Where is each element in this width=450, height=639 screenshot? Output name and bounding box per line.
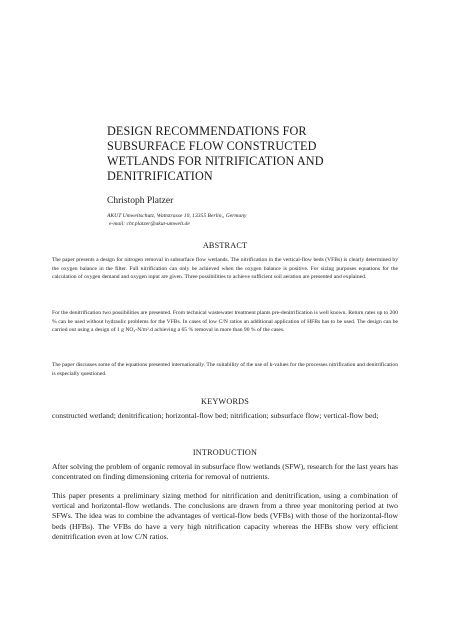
- affiliation-address: AKUT Umweltschutz, Wattstrasse 10, 13355 Berlin,, Germany: [107, 213, 247, 219]
- abstract-paragraph: For the denitrification two possibilities are presented. From technical wastewater treatment plants pre-denitrification is well known. Return rates up to 200 % can be used without hydraulic problems for the VFBs. In cases of low C/N ratios an additional application of HFBs has to be used. The design can be carried out using a design of 1 g NO₃-N/m².d achieving a 65 % removal in more than 90 % of the cases.: [52, 310, 398, 334]
- keywords-heading: KEYWORDS: [201, 397, 249, 406]
- keywords-text: constructed wetland; denitrification; horizontal-flow bed; nitrification; subsurface flow; vertical-flow bed;: [52, 411, 379, 420]
- paper-title: DESIGN RECOMMENDATIONS FOR SUBSURFACE FLOW CONSTRUCTED WETLANDS FOR NITRIFICATION AND DENITRIFICATION: [107, 124, 324, 183]
- introduction-paragraph: After solving the problem of organic removal in subsurface flow wetlands (SFW), research for the last years has concentrated on finding dimensioning criteria for removal of nutrients.: [52, 462, 398, 482]
- affiliation-email: e-mail: chr.platzer@akut-umwelt.de: [109, 221, 190, 228]
- author-affiliation: [107, 212, 247, 228]
- abstract-paragraph: The paper discusses some of the equations presented internationally. The suitability of the use of k-values for the processes nitrification and denitrification is especially questioned.: [52, 362, 398, 377]
- author-name: Christoph Platzer: [107, 196, 174, 206]
- introduction-paragraph: This paper presents a preliminary sizing method for nitrification and denitrification, using a combination of vertical and horizontal-flow wetlands. The conclusions are drawn from a three year monitoring period at two SFWs. The idea was to combine the advantages of vertical-flow beds (VFBs) with those of the horizontal-flow beds (HFBs). The VFBs do have a very high nitrification capacity whereas the HFBs show very efficient denitrification even at low C/N ratios.: [52, 491, 398, 541]
- abstract-paragraph: The paper presents a design for nitrogen removal in subsurface flow wetlands. The nitrification in the vertical-flow beds (VFBs) is clearly determined by the oxygen balance in the filter. Full nitrification can only be achieved when the oxygen balance is positive. For sizing purposes equations for the calculation of oxygen demand and oxygen input are given. Three possibilities to achieve sufficient soil aeration are presented and explained.: [52, 257, 398, 281]
- introduction-heading: INTRODUCTION: [192, 448, 258, 457]
- abstract-heading: ABSTRACT: [202, 241, 248, 250]
